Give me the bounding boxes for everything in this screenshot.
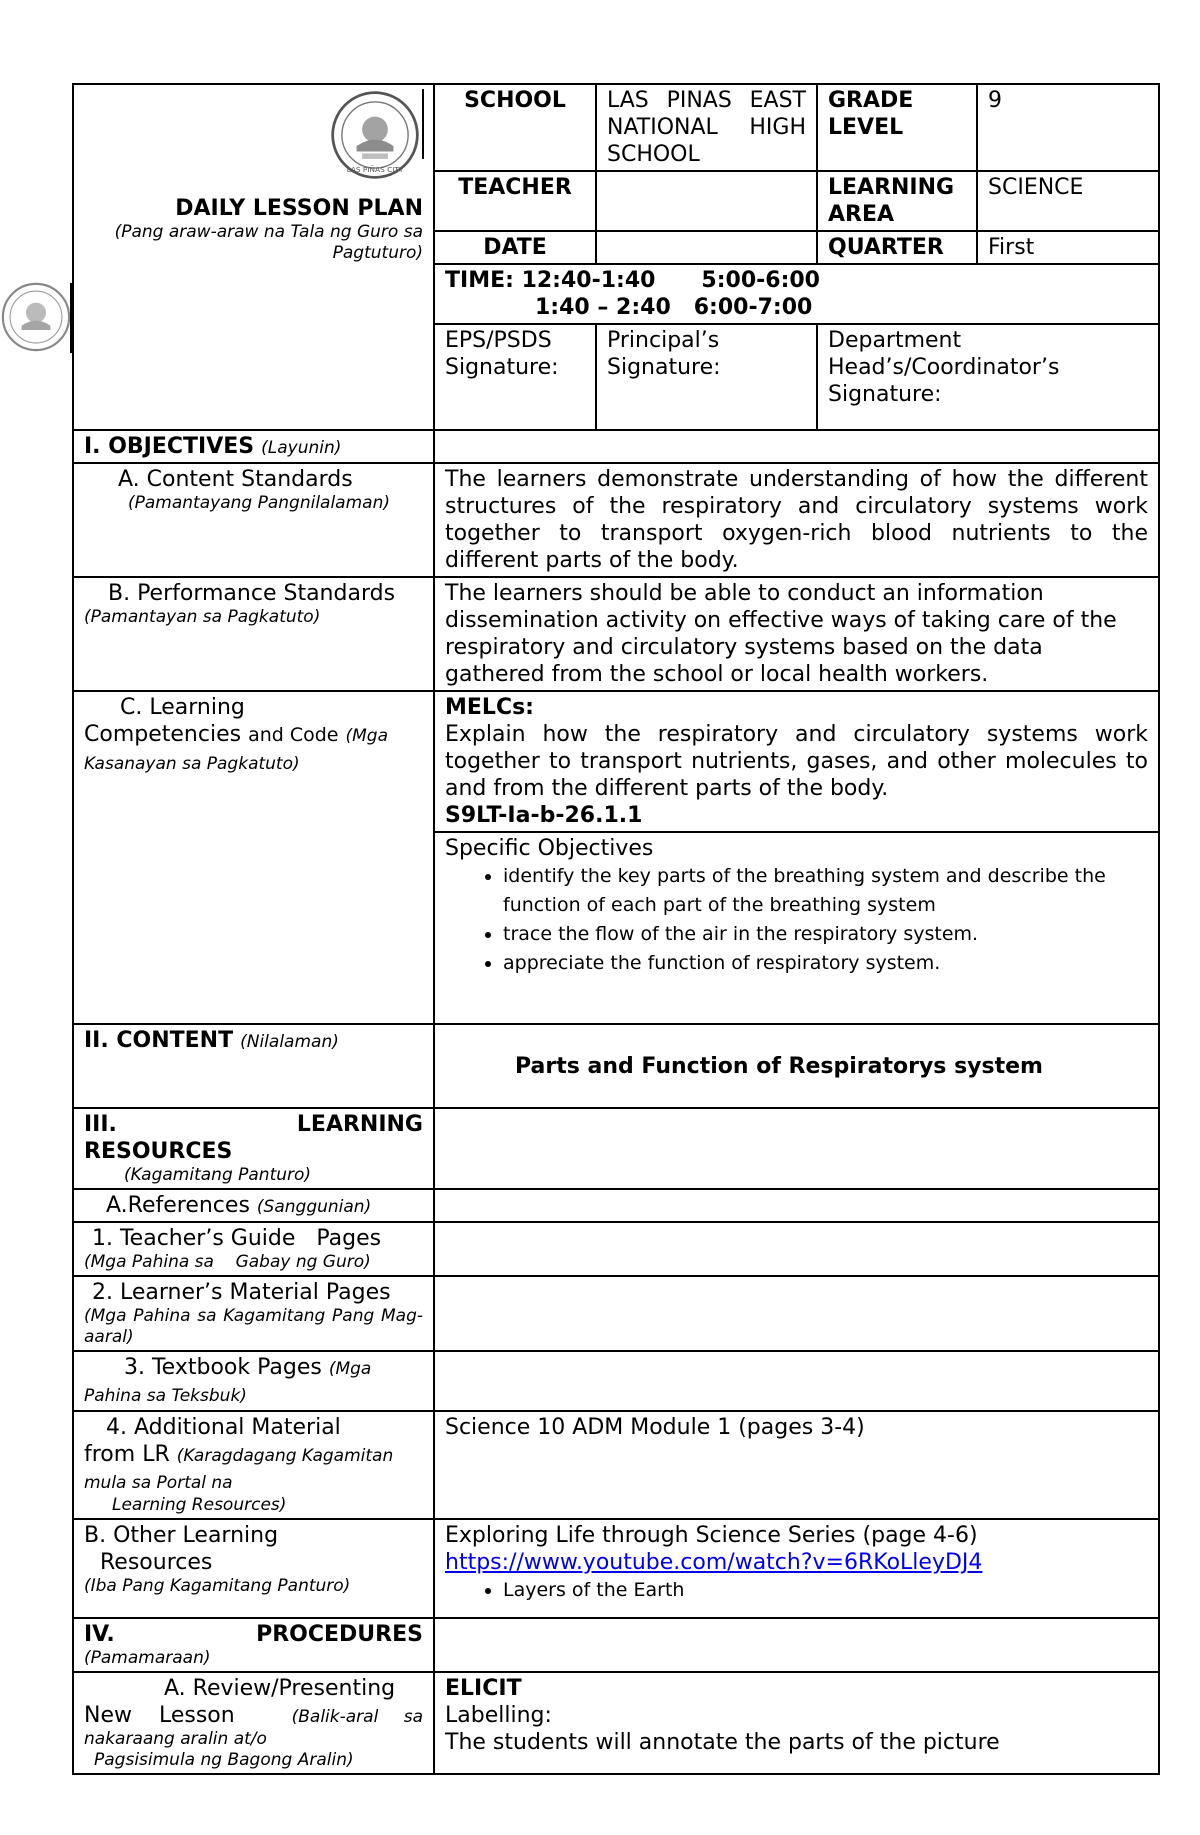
resources-empty [434, 1108, 1159, 1189]
content-title: II. CONTENT [84, 1028, 234, 1053]
competencies-label-3: and Code [248, 724, 339, 746]
additional-material-value: Science 10 ADM Module 1 (pages 3-4) [434, 1411, 1159, 1519]
school-value: LAS PINAS EAST NATIONAL HIGH SCHOOL [596, 84, 817, 171]
other-resources-label-cell [73, 1519, 434, 1618]
content-standards-subtitle: (Pamantayang Pangnilalaman) [128, 493, 390, 513]
additional-material-subtitle-2: Learning Resources) [112, 1495, 287, 1515]
objectives-heading [73, 430, 434, 463]
melcs-label: MELCs: [445, 695, 534, 720]
page-subtitle: (Pang araw-araw na Tala ng Guro sa Pagtuturo) [114, 222, 423, 263]
melcs-text: Explain how the respiratory and circulatory systems work together to transport nutrients, gases, and other molecules to and from the different parts of the body. [445, 722, 1148, 801]
melcs-cell [434, 691, 1159, 832]
teachers-guide-label-cell [73, 1222, 434, 1276]
textbook-label-cell [73, 1351, 434, 1411]
procedures-subtitle: (Pamamaraan) [84, 1648, 211, 1668]
additional-material-label-cell [73, 1411, 434, 1519]
other-resources-cell [434, 1519, 1159, 1618]
logo-text: LAS PIÑAS CITY [346, 164, 404, 174]
content-topic-cell [434, 1024, 1159, 1108]
content-standards-text: The learners demonstrate understanding of how the different structures of the respiratory and circulatory systems work together to transport oxygen-rich blood nutrients to the different parts of the body. [434, 463, 1159, 577]
department-head-signature: Department Head’s/Coordinator’s Signature: [817, 324, 1159, 430]
logo-divider [422, 89, 424, 159]
date-value [596, 231, 817, 264]
additional-material-label-1: 4. Additional Material [106, 1415, 341, 1440]
performance-standards-text: The learners should be able to conduct an information dissemination activity on effective ways of taking care of the respiratory and circulatory systems based on the data gathered from the school or local health workers. [434, 577, 1159, 691]
textbook-label: 3. Textbook Pages [124, 1355, 322, 1380]
content-heading [73, 1024, 434, 1108]
elicit-text: The students will annotate the parts of the picture [445, 1730, 1000, 1755]
resources-title-2: LEARNING [296, 1112, 423, 1137]
competencies-label-1: C. Learning [120, 695, 245, 720]
resources-title-1: III. [84, 1112, 117, 1137]
content-standards-label: A. Content Standards [118, 467, 353, 492]
date-label: DATE [434, 231, 596, 264]
references-subtitle: (Sanggunian) [256, 1197, 372, 1217]
other-resources-label-1: B. Other Learning [84, 1523, 279, 1548]
other-resources-label-2: Resources [100, 1550, 213, 1575]
learning-area-value: SCIENCE [977, 171, 1159, 231]
references-empty [434, 1189, 1159, 1222]
textbook-subtitle: (Mga Pahina sa Teksbuk) [84, 1359, 372, 1406]
content-topic: Parts and Function of Respiratorys system [515, 1054, 1043, 1079]
principal-signature: Principal’s Signature: [596, 324, 817, 430]
competencies-subtitle: (Mga Kasanayan sa Pagkatuto) [84, 726, 389, 774]
competencies-label-2: Competencies [84, 722, 242, 747]
eps-signature: EPS/PSDS Signature: [434, 324, 596, 430]
additional-material-label-2: from LR [84, 1442, 170, 1467]
review-label-cell [73, 1672, 434, 1774]
specific-objectives-cell [434, 832, 1159, 1024]
youtube-link[interactable]: https://www.youtube.com/watch?v=6RKoLleyDJ4 [445, 1550, 983, 1575]
header-title-cell [73, 84, 434, 430]
learners-material-value [434, 1276, 1159, 1351]
other-resources-value: Exploring Life through Science Series (page 4-6) [445, 1523, 978, 1548]
review-subtitle-3: Pagsisimula ng Bagong Aralin) [94, 1750, 354, 1770]
elicit-label: ELICIT [445, 1676, 522, 1701]
resources-title-3: RESOURCES [84, 1139, 233, 1164]
labelling-label: Labelling: [445, 1703, 552, 1728]
learners-material-label-cell [73, 1276, 434, 1351]
references-label-cell [73, 1189, 434, 1222]
learners-material-subtitle: (Mga Pahina sa Kagamitang Pang Mag-aaral) [84, 1306, 423, 1347]
elicit-cell [434, 1672, 1159, 1774]
list-item: • appreciate the function of respiratory system. [503, 949, 1148, 978]
procedures-title-2: PROCEDURES [256, 1622, 423, 1647]
learning-area-label: LEARNING AREA [817, 171, 977, 231]
time-cell [434, 264, 1159, 324]
grade-level-label: GRADE LEVEL [817, 84, 977, 171]
time-line-2: 1:40 – 2:40 6:00-7:00 [535, 295, 813, 320]
quarter-label: QUARTER [817, 231, 977, 264]
performance-standards-subtitle: (Pamantayan sa Pagkatuto) [84, 607, 321, 627]
performance-standards-label: B. Performance Standards [108, 581, 396, 606]
other-resources-subtitle: (Iba Pang Kagamitang Panturo) [84, 1576, 351, 1596]
teachers-guide-subtitle: (Mga Pahina sa Gabay ng Guro) [84, 1252, 371, 1272]
watermark-divider [70, 283, 72, 353]
resources-heading [73, 1108, 434, 1189]
time-line-1: TIME: 12:40-1:40 5:00-6:00 [445, 268, 820, 293]
watermark-logo [0, 281, 72, 353]
grade-level-value: 9 [977, 84, 1159, 171]
review-subtitle-1: (Balik-aral sa [291, 1707, 423, 1727]
page-title: DAILY LESSON PLAN [175, 196, 423, 221]
list-item: • trace the flow of the air in the respiratory system. [503, 920, 1148, 949]
procedures-empty [434, 1618, 1159, 1672]
review-label-1: A. Review/Presenting [164, 1676, 396, 1701]
objectives-subtitle: (Layunin) [261, 438, 342, 458]
resources-subtitle: (Kagamitang Panturo) [124, 1165, 312, 1185]
school-label: SCHOOL [434, 84, 596, 171]
lesson-plan-table [72, 83, 1160, 1775]
melcs-code: S9LT-Ia-b-26.1.1 [445, 803, 643, 828]
review-subtitle-2: nakaraang aralin at/o [84, 1729, 267, 1749]
content-subtitle: (Nilalaman) [240, 1032, 339, 1052]
competencies-label-cell [73, 691, 434, 1024]
performance-standards-label-cell [73, 577, 434, 691]
specific-objectives-label: Specific Objectives [445, 836, 654, 861]
other-resources-list [445, 1576, 1148, 1605]
teachers-guide-label: 1. Teacher’s Guide Pages [92, 1226, 382, 1251]
procedures-title-1: IV. [84, 1622, 115, 1647]
list-item: • identify the key parts of the breathing system and describe the function of each part of the breathing system [503, 862, 1148, 920]
teachers-guide-value [434, 1222, 1159, 1276]
school-logo [329, 89, 421, 181]
specific-objectives-list [445, 862, 1148, 978]
textbook-value [434, 1351, 1159, 1411]
teacher-value [596, 171, 817, 231]
teacher-label: TEACHER [434, 171, 596, 231]
quarter-value: First [977, 231, 1159, 264]
content-standards-label-cell [73, 463, 434, 577]
learners-material-label: 2. Learner’s Material Pages [92, 1280, 391, 1305]
review-label-2: New Lesson [84, 1703, 235, 1728]
references-label: A.References [106, 1193, 250, 1218]
procedures-heading [73, 1618, 434, 1672]
lesson-plan-document [72, 83, 1158, 1775]
objectives-title: I. OBJECTIVES [84, 434, 255, 459]
objectives-empty [434, 430, 1159, 463]
list-item: • Layers of the Earth [503, 1576, 1148, 1605]
additional-material-subtitle: (Karagdagang Kagamitan mula sa Portal na [84, 1446, 394, 1493]
